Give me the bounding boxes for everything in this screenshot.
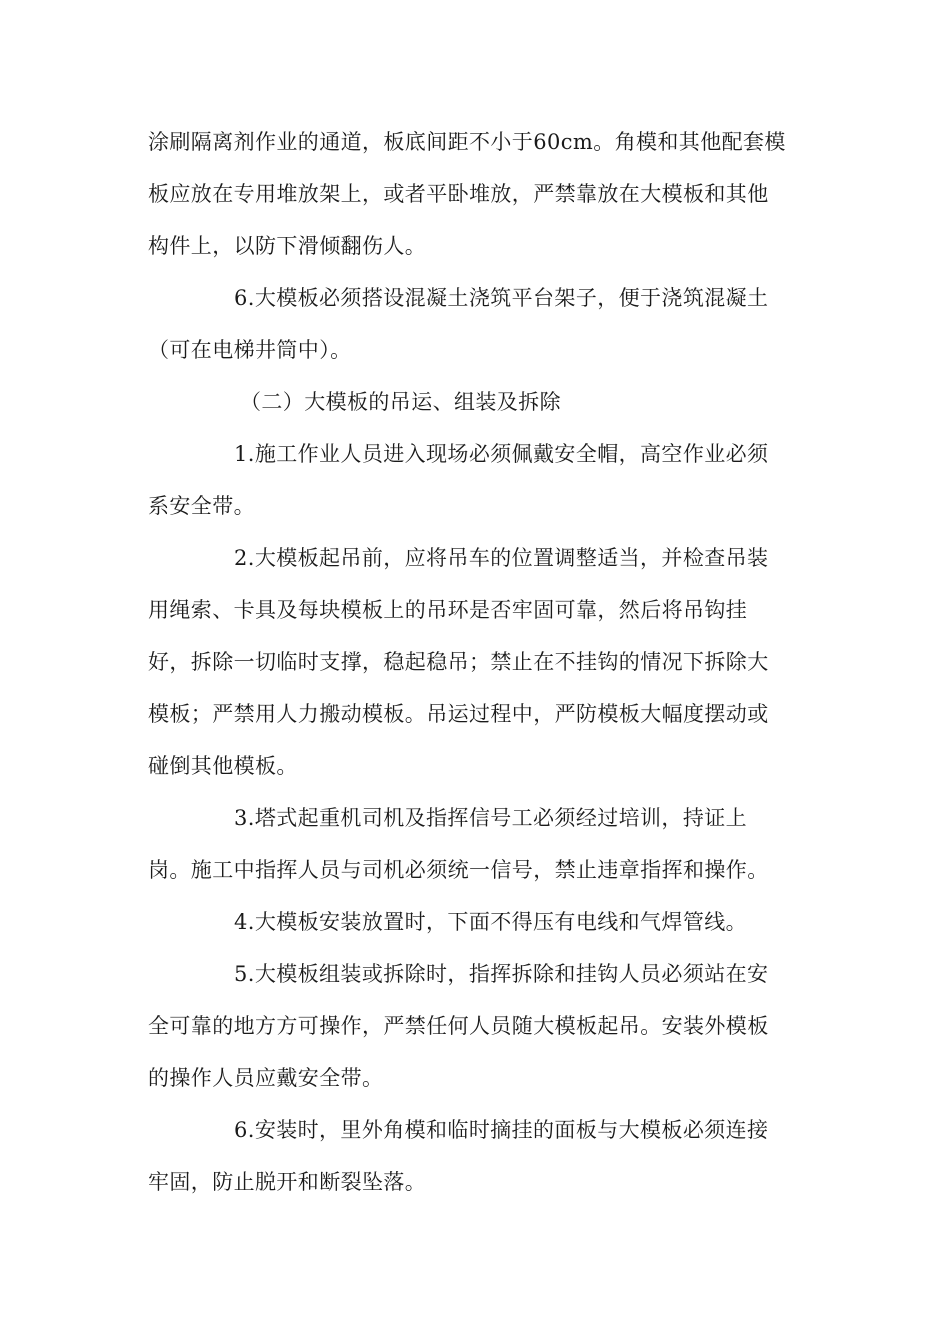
paragraph-line: 系安全带。 xyxy=(148,494,255,518)
paragraph-line: 牢固，防止脱开和断裂坠落。 xyxy=(148,1170,427,1194)
body-text xyxy=(148,116,802,1208)
paragraph-line: 涂刷隔离剂作业的通道，板底间距不小于60cm。角模和其他配套模 xyxy=(148,130,786,154)
paragraph-line: （可在电梯井筒中）。 xyxy=(148,338,352,362)
paragraph-line: 好，拆除一切临时支撑，稳起稳吊；禁止在不挂钩的情况下拆除大 xyxy=(148,650,769,674)
paragraph-line: 用绳索、卡具及每块模板上的吊环是否牢固可靠，然后将吊钩挂 xyxy=(148,598,748,622)
paragraph-line: 构件上，以防下滑倾翻伤人。 xyxy=(148,234,427,258)
paragraph-line: 模板；严禁用人力搬动模板。吊运过程中，严防模板大幅度摆动或 xyxy=(148,702,769,726)
paragraph-line: 3.塔式起重机司机及指挥信号工必须经过培训，持证上 xyxy=(234,806,748,830)
paragraph-line: 1.施工作业人员进入现场必须佩戴安全帽，高空作业必须 xyxy=(234,442,769,466)
paragraph-line: 2.大模板起吊前，应将吊车的位置调整适当，并检查吊装 xyxy=(234,546,769,570)
paragraph-line: 4.大模板安装放置时，下面不得压有电线和气焊管线。 xyxy=(234,910,748,934)
paragraph-line: 板应放在专用堆放架上，或者平卧堆放，严禁靠放在大模板和其他 xyxy=(148,182,769,206)
paragraph-line: 碰倒其他模板。 xyxy=(148,754,298,778)
paragraph-line: 5.大模板组装或拆除时，指挥拆除和挂钩人员必须站在安 xyxy=(234,962,769,986)
section-heading: （二）大模板的吊运、组装及拆除 xyxy=(240,390,561,414)
paragraph-line: 6.安装时，里外角模和临时摘挂的面板与大模板必须连接 xyxy=(234,1118,769,1142)
paragraph-line: 全可靠的地方方可操作，严禁任何人员随大模板起吊。安装外模板 xyxy=(148,1014,769,1038)
paragraph-line: 6.大模板必须搭设混凝土浇筑平台架子，便于浇筑混凝土 xyxy=(234,286,769,310)
paragraph-line: 岗。施工中指挥人员与司机必须统一信号，禁止违章指挥和操作。 xyxy=(148,858,769,882)
paragraph-line: 的操作人员应戴安全带。 xyxy=(148,1066,384,1090)
